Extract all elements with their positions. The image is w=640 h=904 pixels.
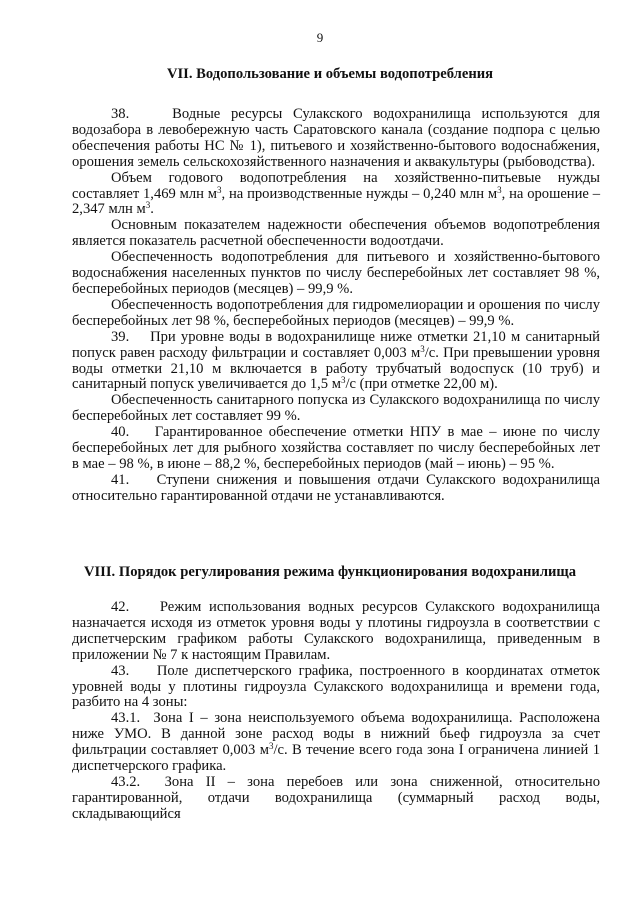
superscript: 3 — [145, 200, 151, 211]
text-run: /с (при отметке 22,00 м). — [345, 376, 498, 393]
text-run: 43.2. Зона II – зона перебоев или зона сниженной, относительно гарантированной, отдачи водохранилища (суммарный расход воды, складывающийся — [72, 773, 600, 822]
paragraph — [72, 425, 600, 473]
paragraph — [72, 664, 600, 712]
superscript: 3 — [340, 375, 346, 386]
paragraph — [72, 218, 600, 250]
section-8-heading: VIII. Порядок регулирования режима функционирования водохранилища — [83, 564, 577, 580]
paragraph — [72, 775, 600, 823]
text-run: Объем годового водопотребления на хозяйственно-питьевые нужды составляет 1,469 млн м — [72, 169, 600, 202]
text-run: 43.1. Зона I – зона неиспользуемого объема водохранилища. Расположена ниже УМО. В данной зоне расход воды в нижний бьеф гидроузла за счет фильтрации составляет 0,003 м — [72, 710, 600, 759]
text-run: /с. В течение всего года зона I ограничена линией 1 диспетчерского графика. — [72, 742, 600, 775]
superscript: 3 — [217, 184, 222, 195]
text-run: 41. Ступени снижения и повышения отдачи Сулакского водохранилища относительно гарантированной отдачи не устанавливаются. — [72, 471, 600, 504]
text-run: 43. Поле диспетчерского графика, построенного в координатах отметок уровней воды у плотины гидроузла Сулакского водохранилища и времени года, разбито на 4 зоны: — [72, 662, 600, 711]
text-run: , на производственные нужды – 0,240 млн м — [221, 185, 498, 202]
paragraph — [72, 171, 600, 219]
paragraph — [72, 393, 600, 425]
text-run: Обеспеченность водопотребления для гидромелиорации и орошения по числу бесперебойных лет 98 %, бесперебойных периодов (месяцев) – 99,9 %. — [72, 296, 600, 329]
text-run: Основным показателем надежности обеспечения объемов водопотребления является показатель расчетной обеспеченности водоотдачи. — [72, 217, 600, 250]
page-number: 9 — [316, 30, 324, 45]
text-run: 39. При уровне воды в водохранилище ниже отметки 21,10 м санитарный попуск равен расходу фильтрации и составляет 0,003 м — [72, 328, 600, 361]
section-8-body — [72, 600, 600, 823]
paragraph — [72, 250, 600, 298]
text-run: Обеспеченность водопотребления для питьевого и хозяйственно-бытового водоснабжения населенных пунктов по числу бесперебойных лет составляет 98 %, бесперебойных периодов (месяцев) – 99,9 %. — [72, 249, 600, 297]
superscript: 3 — [268, 741, 274, 752]
superscript: 3 — [420, 343, 425, 354]
section-7-body — [72, 107, 600, 505]
paragraph — [72, 711, 600, 775]
text-run: 40. Гарантированное обеспечение отметки НПУ в мае – июне по числу бесперебойных лет для рыбного хозяйства составляет по числу бесперебойных лет в мае – 98 %, в июне – 88,2 %, бесперебойных периодов (май – июнь) – 95 %. — [72, 424, 600, 472]
paragraph — [72, 298, 600, 330]
text-run: . — [150, 201, 154, 218]
text-run: , на орошение – 2,347 млн м — [72, 185, 600, 218]
paragraph — [72, 107, 600, 171]
superscript: 3 — [497, 184, 502, 195]
section-7-heading: VII. Водопользование и объемы водопотребления — [166, 66, 494, 82]
text-run: 42. Режим использования водных ресурсов Сулакского водохранилища назначается исходя из отметок уровня воды у плотины гидроузла в соответствии с диспетчерским графиком работы Сулакского водохранилища, приведенным в приложении № 7 к настоящим Правилам. — [72, 599, 600, 663]
text-run: Обеспеченность санитарного попуска из Сулакского водохранилища по числу бесперебойных лет составляет 99 %. — [72, 392, 600, 425]
paragraph — [72, 330, 600, 394]
text-run: 38. Водные ресурсы Сулакского водохранилища используются для водозабора в левобережную часть Саратовского канала (создание подпора с целью обеспечения работы НС № 1), питьевого и хозяйственно-бытового водоснабжения, орошения земель сельскохозяйственного назначения и аквакультуры (рыбоводства). — [72, 106, 600, 170]
text-run: /с. При превышении уровня воды отметки 21,10 м включается в работу трубчатый водоспуск (10 труб) и санитарный попуск увеличивается до 1,5 м — [72, 344, 600, 393]
paragraph — [72, 473, 600, 505]
paragraph — [72, 600, 600, 664]
